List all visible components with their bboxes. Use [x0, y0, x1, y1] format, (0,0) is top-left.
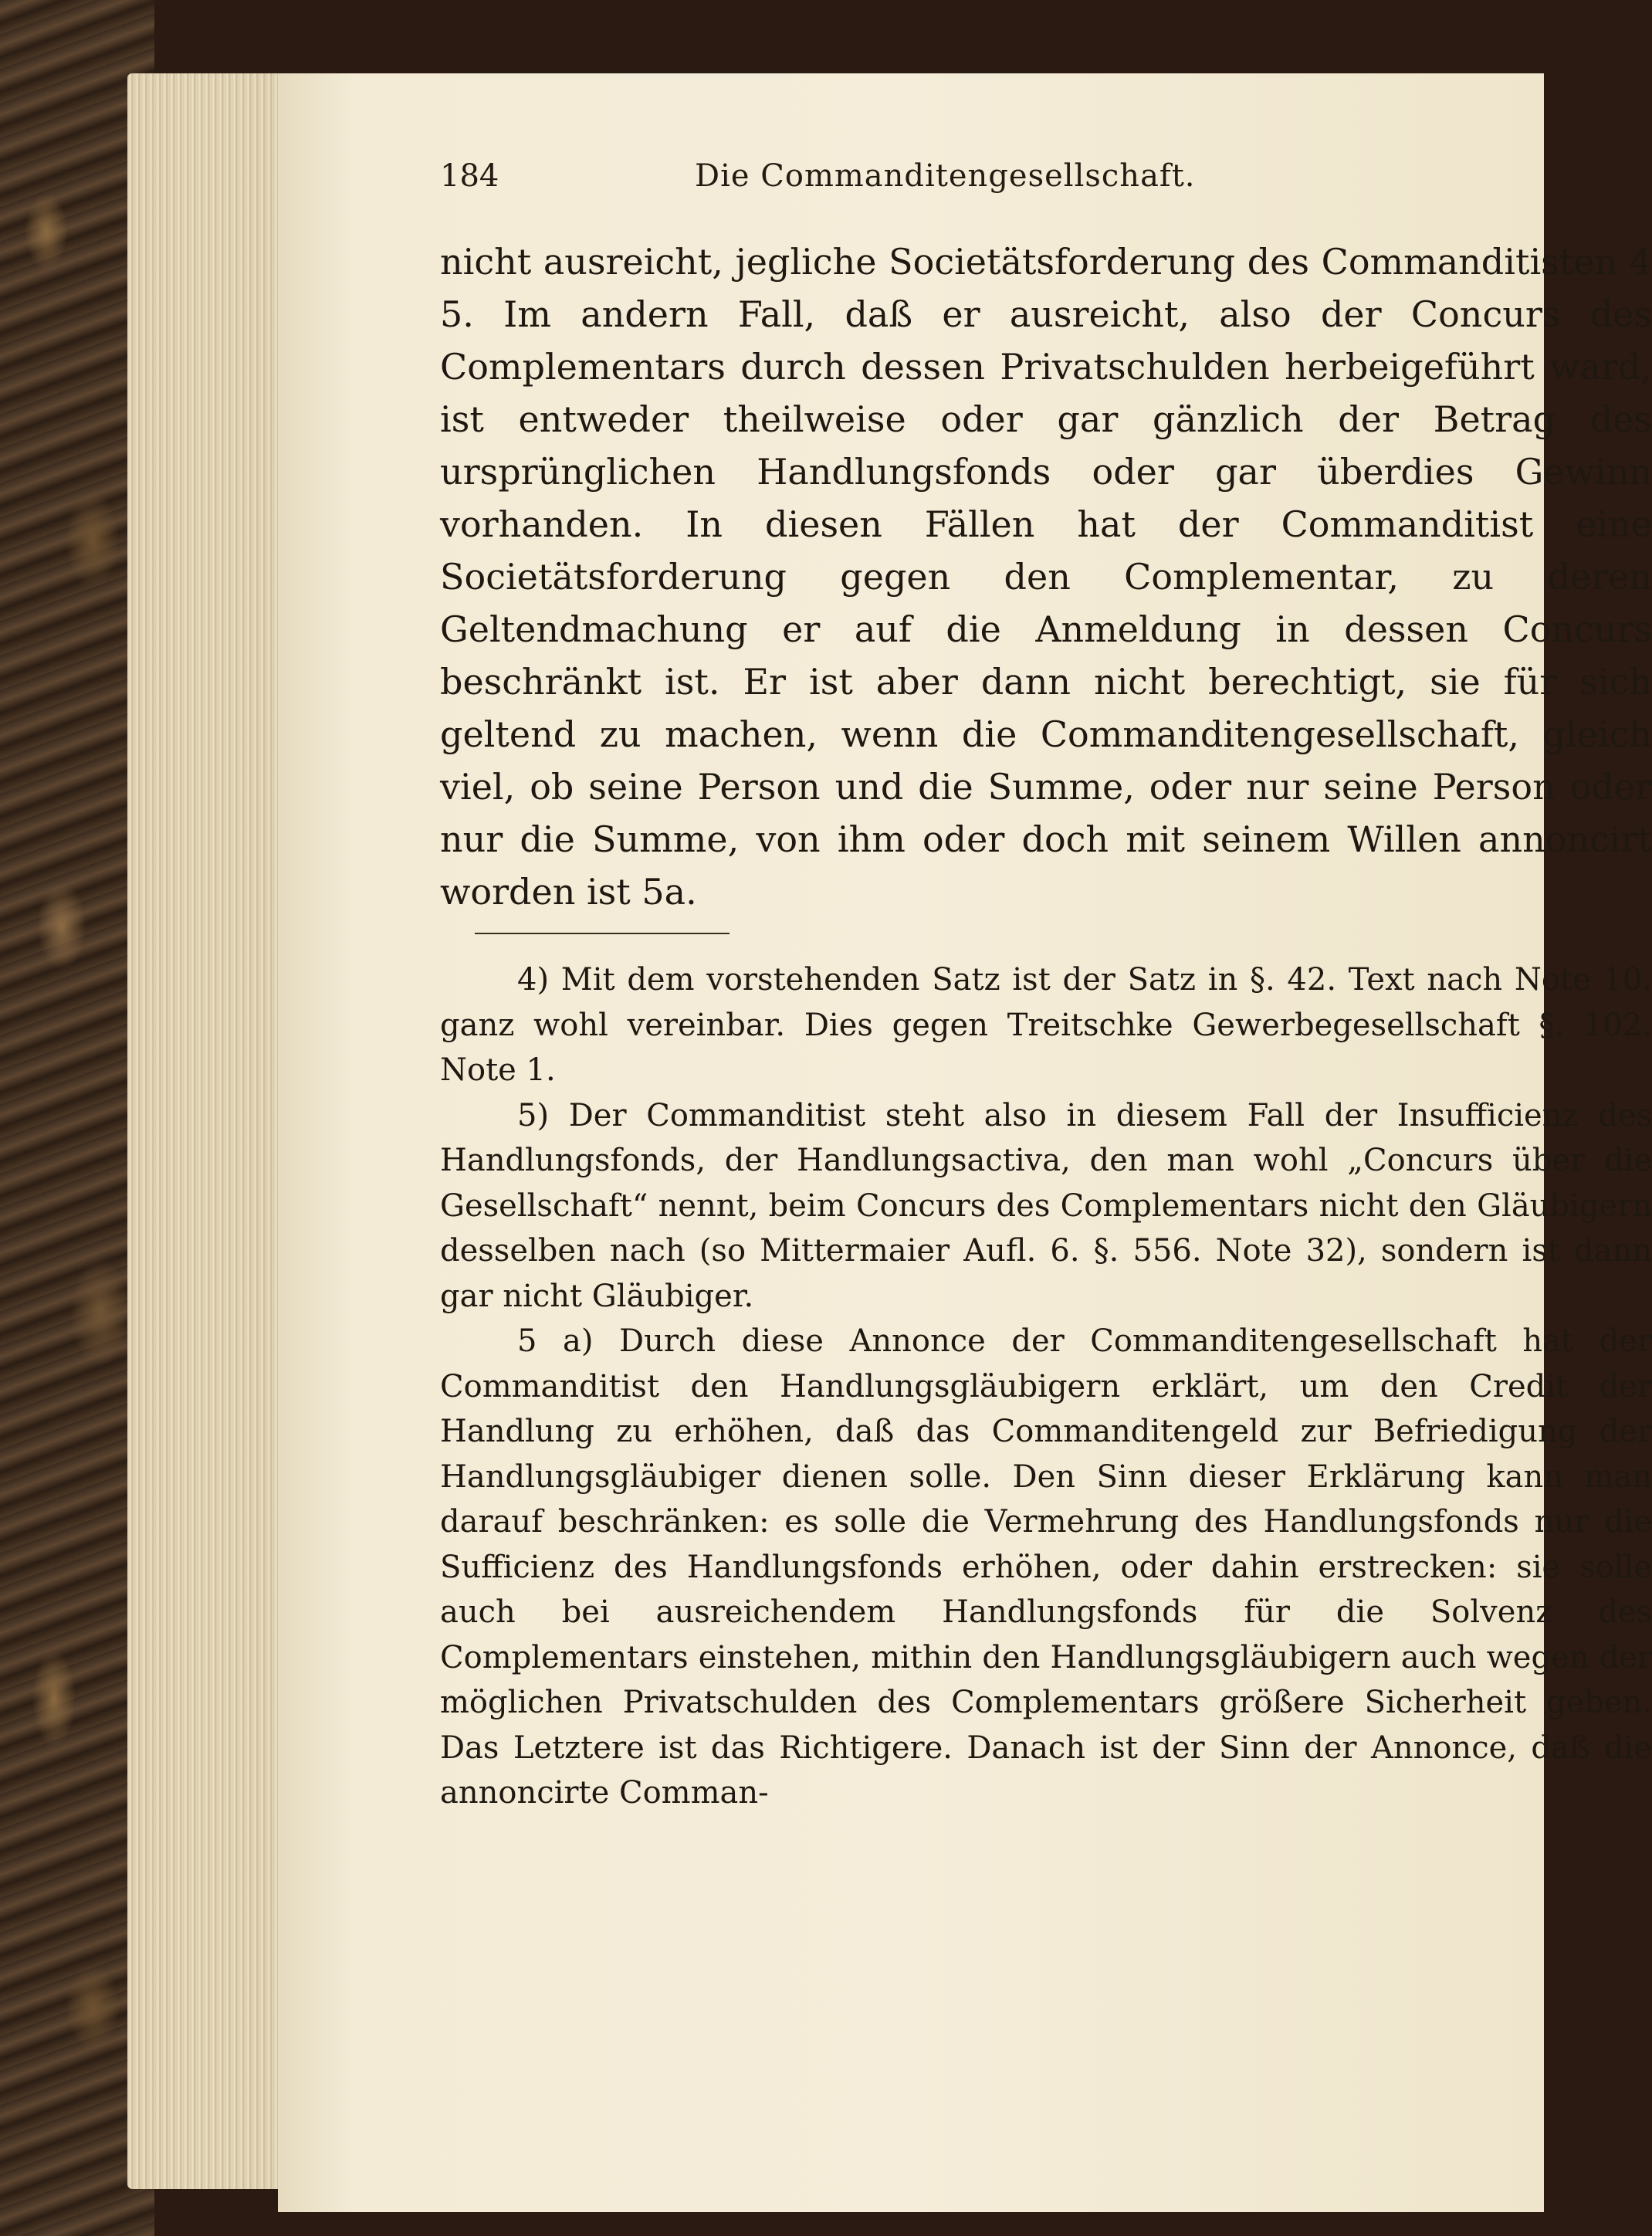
footnote-rule: [475, 933, 730, 934]
page-header: [440, 158, 1444, 205]
body-paragraph: nicht ausreicht, jegliche Societätsforderung des Commanditisten 4 5. Im andern Fall, daß er ausreicht, also der Concurs des Complementars durch dessen Privatschulden herbeigeführt ward, ist entweder theilweise oder gar gänzlich der Betrag des ursprünglichen Handlungsfonds oder gar überdies Gewinn vorhanden. In diesen Fällen hat der Commanditist eine Societätsforderung gegen den Complementar, zu deren Geltendmachung er auf die Anmeldung in dessen Concurs beschränkt ist. Er ist aber dann nicht berechtigt, sie für sich geltend zu machen, wenn die Commanditengesellschaft, gleich viel, ob seine Person und die Summe, oder nur seine Person oder nur die Summe, von ihm oder doch mit seinem Willen annoncirt worden ist 5a.: [440, 241, 1652, 913]
footnote-4: [440, 957, 1652, 1093]
footnote-5a: [440, 1319, 1652, 1816]
footnote-5: [440, 1093, 1652, 1320]
footnote-number: 5 a): [517, 1323, 594, 1359]
page-number: 184: [440, 158, 499, 194]
running-head: Die Commanditengesellschaft.: [695, 158, 1196, 194]
book-page: [278, 73, 1652, 2212]
footnote-text: Mit dem vorstehenden Satz ist der Satz in §. 42. Text nach Note 10. ganz wohl vereinbar. Dies gegen Treitschke Gewerbegesellschaft §. 102. Note 1.: [440, 962, 1652, 1088]
footnotes: [440, 957, 1652, 1816]
footnote-number: 4): [517, 962, 550, 998]
footnote-text: Durch diese Annonce der Commanditengesellschaft hat der Commanditist den Handlungsgläubigern erklärt, um den Credit der Handlung zu erhöhen, daß das Commanditengeld zur Befriedigung der Handlungsgläubiger dienen solle. Den Sinn dieser Erklärung kann man darauf beschränken: es solle die Vermehrung des Handlungsfonds nur die Sufficienz des Handlungsfonds erhöhen, oder dahin erstrecken: sie solle auch bei ausreichendem Handlungsfonds für die Solvenz des Complementars einstehen, mithin den Handlungsgläubigern auch wegen der möglichen Privatschulden des Complementars größere Sicherheit geben. Das Letztere ist das Richtigere. Danach ist der Sinn der Annonce, daß die annoncirte Comman-: [440, 1323, 1652, 1811]
footnote-number: 5): [517, 1097, 550, 1133]
main-text: [440, 235, 1652, 918]
page-edges: [127, 73, 289, 2189]
footnote-text: Der Commanditist steht also in diesem Fall der Insufficienz des Handlungsfonds, der Handlungsactiva, den man wohl „Concurs über die Gesellschaft“ nennt, beim Concurs des Complementars nicht den Gläubigern desselben nach (so Mittermaier Aufl. 6. §. 556. Note 32), sondern ist dann gar nicht Gläubiger.: [440, 1097, 1652, 1314]
